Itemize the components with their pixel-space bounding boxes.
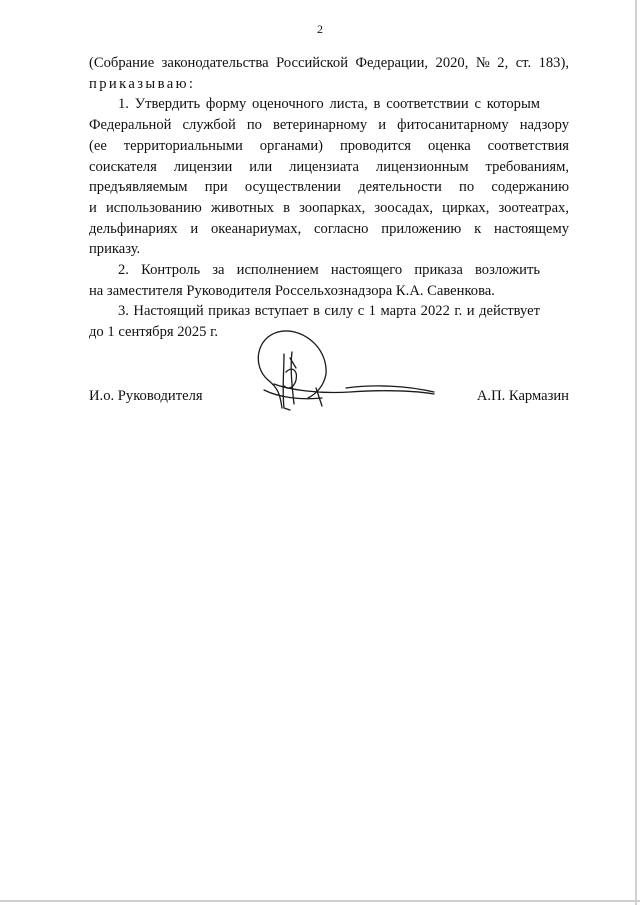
text-line: на заместителя Руководителя Россельхознадзора К.А. Савенкова. (89, 282, 495, 299)
text-line: и использованию животных в зоопарках, зоосадах, цирках, зоотеатрах, (89, 199, 569, 216)
paragraph-item-2 (89, 260, 569, 301)
scan-edge-right (635, 0, 637, 905)
paragraph-item-1 (89, 94, 569, 260)
text-line: соискателя лицензии или лицензиата лицензионным требованиям, (89, 158, 569, 175)
text-line: предъявляемым при осуществлении деятельности по содержанию (89, 179, 569, 196)
document-body (89, 53, 569, 343)
text-line: приказу. (89, 241, 141, 258)
signatory-title: И.о. Руководителя (89, 388, 203, 404)
text-line: (ее территориальными органами) проводится оценка соответствия (89, 137, 569, 154)
text-line: до 1 сентября 2025 г. (89, 324, 219, 341)
scan-edge-bottom (0, 900, 640, 902)
text-line: 3. Настоящий приказ вступает в силу с 1 марта 2022 г. и действует (118, 303, 540, 320)
page-number: 2 (317, 22, 323, 36)
text-line: Федеральной службой по ветеринарному и фитосанитарному надзору (89, 117, 569, 134)
text-line: 2. Контроль за исполнением настоящего приказа возложить (118, 262, 540, 279)
text-line: дельфинариях и океанариумах, согласно приложению к настоящему (89, 220, 569, 237)
order-word: приказываю: (89, 75, 196, 92)
signature-row (89, 386, 569, 408)
text-line: 1. Утвердить форму оценочного листа, в соответствии с которым (118, 96, 540, 113)
signatory-name: А.П. Кармазин (476, 388, 569, 404)
intro-line: (Собрание законодательства Российской Федерации, 2020, № 2, ст. 183), (89, 55, 569, 71)
